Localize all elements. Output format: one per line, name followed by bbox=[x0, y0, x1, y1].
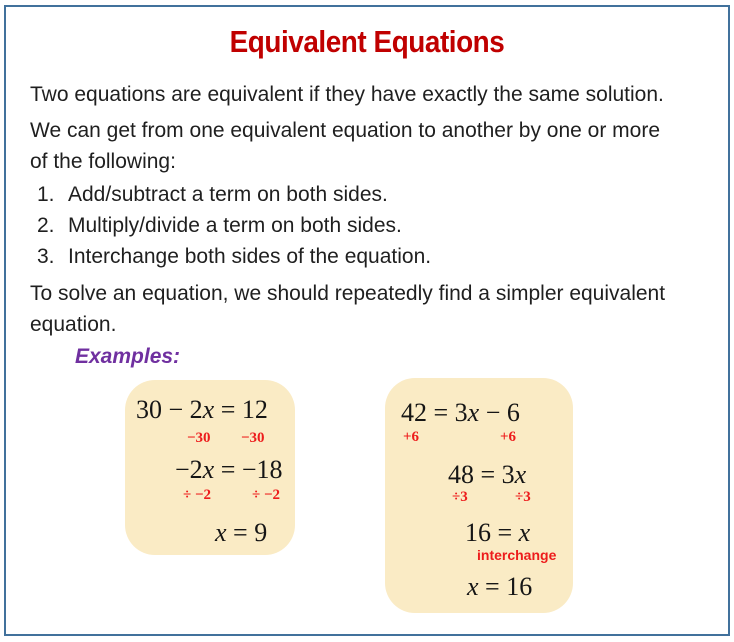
equation-variable: x bbox=[467, 572, 479, 601]
equation-text: 16 = bbox=[465, 518, 519, 547]
equation-line bbox=[465, 518, 530, 548]
equation-text: = 16 bbox=[478, 572, 533, 601]
solve-paragraph: To solve an equation, we should repeatedly find a simpler equivalent equation. bbox=[30, 282, 666, 336]
equation-variable: x bbox=[467, 398, 480, 427]
example-box-left bbox=[125, 380, 295, 555]
equation-text: = −18 bbox=[214, 455, 283, 484]
list-item-number: 1. bbox=[37, 183, 55, 206]
equation-line bbox=[467, 572, 532, 602]
operation-annotation: +6 bbox=[500, 429, 517, 445]
list-item-text: Multiply/divide a term on both sides. bbox=[68, 214, 402, 237]
operation-annotation: −30 bbox=[241, 430, 265, 446]
example-box-right bbox=[385, 378, 573, 613]
equation-text: 42 = 3 bbox=[401, 398, 468, 427]
list-item-number: 3. bbox=[37, 245, 55, 268]
equation-variable: x bbox=[215, 518, 227, 547]
equation-line bbox=[401, 398, 520, 428]
list-item bbox=[37, 179, 431, 210]
examples-label: Examples: bbox=[75, 345, 181, 368]
equation-variable: x bbox=[202, 395, 215, 424]
list-item-text: Interchange both sides of the equation. bbox=[68, 245, 432, 268]
operation-annotation: −30 bbox=[187, 430, 211, 446]
equation-text: 48 = 3 bbox=[448, 460, 515, 489]
methods-list bbox=[37, 179, 431, 272]
equation-line bbox=[215, 518, 267, 548]
equation-line bbox=[175, 455, 283, 485]
equation-text: − 6 bbox=[479, 398, 520, 427]
operation-annotation: +6 bbox=[403, 429, 420, 445]
operation-annotation: ÷3 bbox=[452, 489, 468, 505]
equation-line bbox=[448, 460, 526, 490]
equation-text: −2 bbox=[175, 455, 203, 484]
operation-annotation: ÷ −2 bbox=[252, 487, 281, 503]
equation-text: = 12 bbox=[214, 395, 268, 424]
methods-paragraph: We can get from one equivalent equation to another by one or more of the following: bbox=[30, 119, 661, 173]
list-item bbox=[37, 210, 431, 241]
list-item bbox=[37, 241, 431, 272]
equation-variable: x bbox=[514, 460, 527, 489]
equation-variable: x bbox=[202, 455, 215, 484]
equation-line bbox=[136, 395, 268, 425]
operation-annotation: ÷ −2 bbox=[183, 487, 212, 503]
operation-annotation: ÷3 bbox=[515, 489, 531, 505]
equation-text: 30 − 2 bbox=[136, 395, 203, 424]
list-item-text: Add/subtract a term on both sides. bbox=[68, 183, 388, 206]
page-title: Equivalent Equations bbox=[229, 24, 505, 59]
intro-paragraph: Two equations are equivalent if they have exactly the same solution. bbox=[30, 83, 664, 106]
equation-variable: x bbox=[518, 518, 531, 547]
equation-text: = 9 bbox=[226, 518, 268, 547]
list-item-number: 2. bbox=[37, 214, 55, 237]
interchange-annotation: interchange bbox=[477, 547, 557, 563]
